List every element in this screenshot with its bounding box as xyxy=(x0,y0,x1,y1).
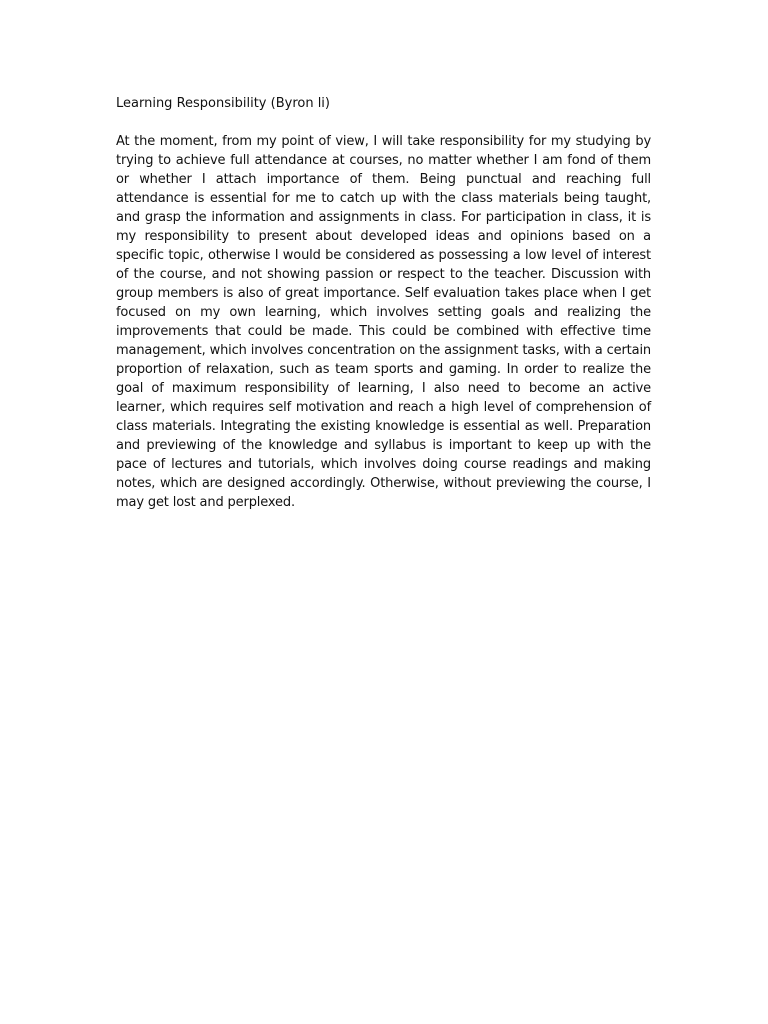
document-paragraph: At the moment, from my point of view, I will take responsibility for my studying by trying to achieve full attendance at courses, no matter whether I am fond of them or whether I attach importance of them. Being punctual and reaching full attendance is essential for me to catch up with the class materials being taught, and grasp the information and assignments in class. For participation in class, it is my responsibility to present about developed ideas and opinions based on a specific topic, otherwise I would be considered as possessing a low level of interest of the course, and not showing passion or respect to the teacher. Discussion with group members is also of great importance. Self evaluation takes place when I get focused on my own learning, which involves setting goals and realizing the improvements that could be made. This could be combined with effective time management, which involves concentration on the assignment tasks, with a certain proportion of relaxation, such as team sports and gaming. In order to realize the goal of maximum responsibility of learning, I also need to become an active learner, which requires self motivation and reach a high level of comprehension of class materials. Integrating the existing knowledge is essential as well. Preparation and previewing of the knowledge and syllabus is important to keep up with the pace of lectures and tutorials, which involves doing course readings and making notes, which are designed accordingly. Otherwise, without previewing the course, I may get lost and perplexed. xyxy=(116,134,651,510)
document-title: Learning Responsibility (Byron li) xyxy=(116,96,330,111)
document-body xyxy=(116,94,651,512)
